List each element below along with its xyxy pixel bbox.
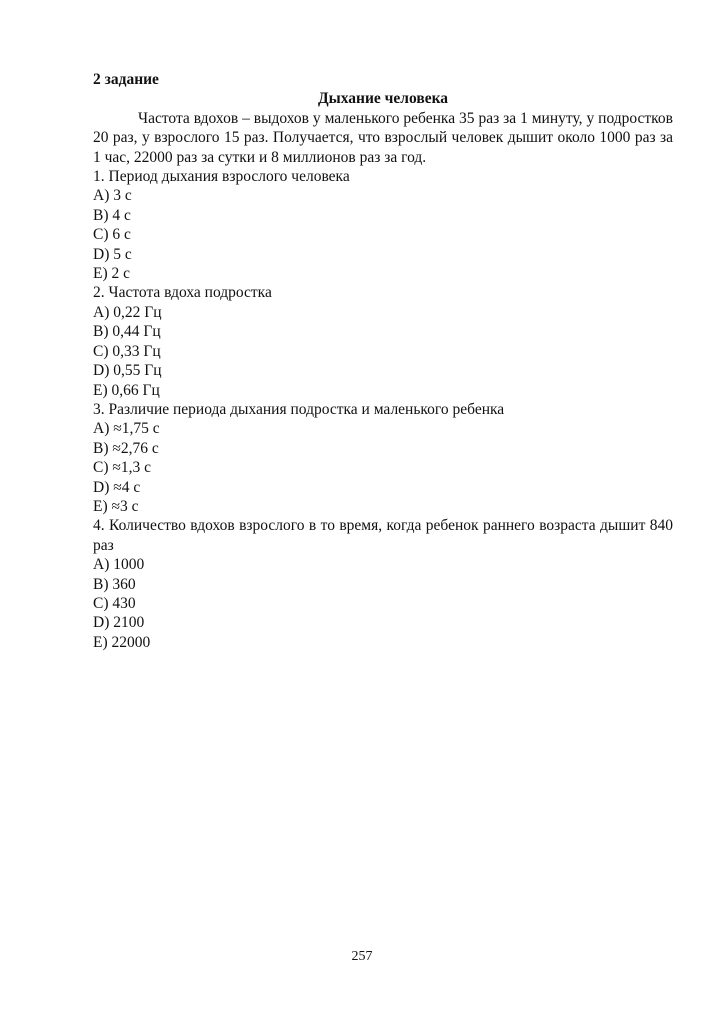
answer-option: A) 1000 (93, 556, 145, 574)
answer-option: B) 0,44 Гц (93, 323, 161, 341)
answer-options (93, 555, 673, 652)
document-page (93, 70, 673, 652)
answer-option: D) 0,55 Гц (93, 362, 162, 380)
answer-option: A) ≈1,75 с (93, 420, 160, 438)
answer-options (93, 303, 673, 400)
question-text: 2. Частота вдоха подростка (93, 284, 272, 302)
answer-option: E) ≈3 с (93, 497, 139, 515)
question-4 (93, 516, 673, 652)
document-title: Дыхание человека (317, 90, 449, 108)
question-text: 4. Количество вдохов взрослого в то время, когда ребенок раннего возраста дышит 840 раз (93, 517, 673, 554)
answer-option: D) 5 с (93, 245, 132, 263)
question-3 (93, 400, 673, 516)
answer-options (93, 186, 673, 283)
answer-option: A) 3 с (93, 187, 132, 205)
question-text: 3. Различие периода дыхания подростка и маленького ребенка (93, 400, 505, 418)
question-1 (93, 167, 673, 283)
question-text: 1. Период дыхания взрослого человека (93, 168, 350, 186)
page-number: 257 (351, 949, 373, 964)
question-2 (93, 283, 673, 399)
answer-option: B) 4 с (93, 206, 131, 224)
answer-option: D) 2100 (93, 614, 145, 632)
answer-option: C) 430 (93, 594, 136, 612)
answer-option: B) 360 (93, 575, 136, 593)
intro-paragraph: Частота вдохов – выдохов у маленького ребенка 35 раз за 1 минуту, у подростков 20 раз, у взрослого 15 раз. Получается, что взрослый человек дышит около 1000 раз за 1 час, 22000 раз за сутки и 8 миллионов раз за год. (93, 109, 673, 166)
answer-option: C) 6 с (93, 226, 131, 244)
task-label: 2 задание (93, 71, 159, 88)
answer-option: B) ≈2,76 с (93, 439, 159, 457)
answer-option: E) 2 с (93, 265, 131, 283)
answer-option: A) 0,22 Гц (93, 303, 162, 321)
answer-option: D) ≈4 с (93, 478, 141, 496)
answer-options (93, 419, 673, 516)
answer-option: C) ≈1,3 с (93, 459, 152, 477)
answer-option: E) 22000 (93, 633, 151, 651)
answer-option: C) 0,33 Гц (93, 342, 161, 360)
answer-option: E) 0,66 Гц (93, 381, 160, 399)
